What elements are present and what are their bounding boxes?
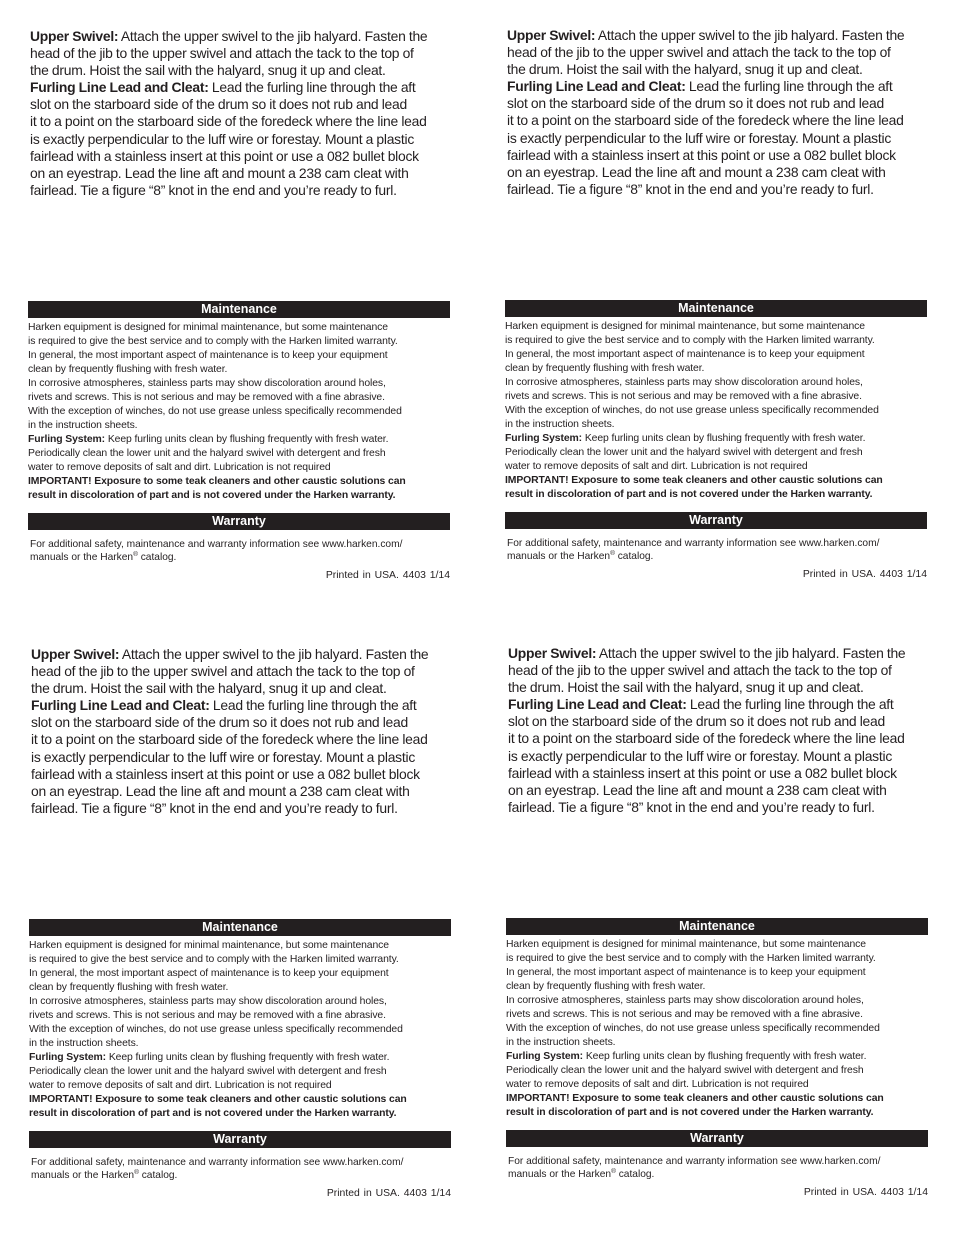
furling-system-line: Furling System: Keep furling units clean by flushing frequently with fresh water.: [29, 1052, 390, 1063]
maintenance-text-line: clean by frequently flushing with fresh water.: [29, 982, 229, 993]
maintenance-text-line: In corrosive atmospheres, stainless parts may show discoloration around holes,: [28, 378, 386, 389]
furling-line-line-7: fairlead. Tie a figure “8” knot in the end and you’re ready to furl.: [507, 180, 874, 197]
furling-system-label: Furling System:: [506, 1051, 584, 1062]
upper-swivel-line-3: the drum. Hoist the sail with the halyard, snug it up and cleat.: [508, 679, 864, 696]
maintenance-header: Maintenance: [29, 919, 451, 936]
furling-system-label: Furling System:: [29, 1052, 107, 1063]
warranty-header: Warranty: [29, 1131, 451, 1148]
registered-mark: ®: [610, 549, 615, 557]
instruction-panel-bottom-right: [506, 645, 928, 1245]
maintenance-text-line: With the exception of winches, do not use grease unless specifically recommended: [29, 1024, 403, 1035]
furling-system-line: Furling System: Keep furling units clean by flushing frequently with fresh water.: [505, 433, 866, 444]
upper-swivel-heading: Upper Swivel:: [508, 645, 597, 661]
registered-mark: ®: [611, 1167, 616, 1175]
furling-line-heading: Furling Line Lead and Cleat:: [507, 78, 686, 95]
maintenance-text-line: In corrosive atmospheres, stainless parts may show discoloration around holes,: [29, 996, 387, 1007]
maintenance-text-line: water to remove deposits of salt and dirt. Lubrication is not required: [506, 1079, 809, 1090]
warranty-body: [507, 538, 927, 563]
important-warning-line: result in discoloration of part and is not covered under the Harken warranty.: [29, 1108, 397, 1119]
maintenance-text-line: Harken equipment is designed for minimal maintenance, but some maintenance: [505, 321, 865, 332]
upper-swivel-line-3: the drum. Hoist the sail with the halyard, snug it up and cleat.: [507, 61, 863, 78]
maintenance-body: [506, 938, 928, 1120]
maintenance-text-line: Harken equipment is designed for minimal maintenance, but some maintenance: [28, 322, 388, 333]
maintenance-text-line: clean by frequently flushing with fresh water.: [506, 981, 706, 992]
maintenance-header: Maintenance: [505, 300, 927, 317]
maintenance-text-line: In general, the most important aspect of maintenance is to keep your equipment: [505, 349, 865, 360]
maintenance-text-line: is required to give the best service and to comply with the Harken limited warranty.: [29, 954, 399, 965]
furling-line-line-4: is exactly perpendicular to the luff wire or forestay. Mount a plastic: [31, 748, 416, 765]
upper-swivel-line-1: Upper Swivel: Attach the upper swivel to the jib halyard. Fasten the: [508, 645, 906, 661]
maintenance-text-line: in the instruction sheets.: [505, 419, 615, 430]
warranty-text-line: For additional safety, maintenance and warranty information see www.harken.com/: [508, 1156, 881, 1167]
furling-system-label: Furling System:: [28, 434, 106, 445]
printed-info: Printed in USA. 4403 1/14: [326, 1188, 451, 1199]
maintenance-text-line: Periodically clean the lower unit and the halyard swivel with detergent and fresh: [506, 1065, 864, 1076]
maintenance-text-line: in the instruction sheets.: [29, 1038, 139, 1049]
maintenance-text-line: clean by frequently flushing with fresh water.: [28, 364, 228, 375]
maintenance-text-line: is required to give the best service and to comply with the Harken limited warranty.: [506, 953, 876, 964]
warranty-text-line: For additional safety, maintenance and warranty information see www.harken.com/: [507, 538, 880, 549]
maintenance-text-line: With the exception of winches, do not use grease unless specifically recommended: [505, 405, 879, 416]
furling-line-line-7: fairlead. Tie a figure “8” knot in the end and you’re ready to furl.: [508, 798, 875, 815]
upper-swivel-line-2: head of the jib to the upper swivel and attach the tack to the top of: [507, 44, 891, 61]
upper-swivel-heading: Upper Swivel:: [507, 27, 596, 43]
maintenance-text-line: In general, the most important aspect of maintenance is to keep your equipment: [29, 968, 389, 979]
furling-line-line-5: fairlead with a stainless insert at this point or use a 082 bullet block: [31, 765, 420, 782]
upper-swivel-line-2: head of the jib to the upper swivel and attach the tack to the top of: [31, 663, 415, 680]
warranty-header: Warranty: [505, 512, 927, 529]
upper-swivel-line-3: the drum. Hoist the sail with the halyard, snug it up and cleat.: [30, 62, 386, 79]
furling-line-line-7: fairlead. Tie a figure “8” knot in the end and you’re ready to furl.: [30, 181, 397, 198]
upper-swivel-heading: Upper Swivel:: [31, 646, 120, 662]
maintenance-body: [29, 939, 451, 1121]
warranty-text-line: manuals or the Harken® catalog.: [508, 1167, 655, 1180]
upper-swivel-line-1: Upper Swivel: Attach the upper swivel to the jib halyard. Fasten the: [30, 28, 428, 44]
warranty-body: [31, 1157, 451, 1182]
furling-line-line-1: Furling Line Lead and Cleat: Lead the furling line through the aft: [508, 696, 894, 713]
important-warning-line: IMPORTANT! Exposure to some teak cleaners and other caustic solutions can: [28, 476, 406, 487]
maintenance-text-line: water to remove deposits of salt and dirt. Lubrication is not required: [29, 1080, 332, 1091]
furling-line-line-3: it to a point on the starboard side of the foredeck where the line lead: [507, 112, 904, 129]
furling-system-line: Furling System: Keep furling units clean by flushing frequently with fresh water.: [28, 434, 389, 445]
maintenance-text-line: rivets and screws. This is not serious and may be removed with a fine abrasive.: [29, 1010, 386, 1021]
maintenance-body: [505, 320, 927, 502]
furling-system-line: Furling System: Keep furling units clean by flushing frequently with fresh water.: [506, 1051, 867, 1062]
warranty-body: [508, 1156, 928, 1181]
registered-mark: ®: [134, 1168, 139, 1176]
maintenance-header: Maintenance: [28, 301, 450, 318]
important-warning-line: result in discoloration of part and is not covered under the Harken warranty.: [506, 1107, 874, 1118]
furling-line-line-4: is exactly perpendicular to the luff wire or forestay. Mount a plastic: [507, 129, 892, 146]
upper-swivel-line-1: Upper Swivel: Attach the upper swivel to the jib halyard. Fasten the: [507, 27, 905, 43]
furling-line-heading: Furling Line Lead and Cleat:: [30, 79, 209, 96]
maintenance-text-line: In general, the most important aspect of maintenance is to keep your equipment: [28, 350, 388, 361]
maintenance-text-line: With the exception of winches, do not use grease unless specifically recommended: [28, 406, 402, 417]
warranty-text-line: manuals or the Harken® catalog.: [30, 550, 177, 563]
warranty-header: Warranty: [506, 1130, 928, 1147]
upper-swivel-section: [30, 28, 450, 199]
maintenance-text-line: rivets and screws. This is not serious and may be removed with a fine abrasive.: [505, 391, 862, 402]
upper-swivel-section: [31, 646, 451, 817]
maintenance-text-line: With the exception of winches, do not use grease unless specifically recommended: [506, 1023, 880, 1034]
maintenance-text-line: rivets and screws. This is not serious and may be removed with a fine abrasive.: [506, 1009, 863, 1020]
instruction-panel-top-right: [505, 27, 927, 627]
maintenance-text-line: is required to give the best service and to comply with the Harken limited warranty.: [28, 336, 398, 347]
upper-swivel-line-1: Upper Swivel: Attach the upper swivel to the jib halyard. Fasten the: [31, 646, 429, 662]
furling-line-line-6: on an eyestrap. Lead the line aft and mount a 238 cam cleat with: [508, 781, 887, 798]
furling-line-line-7: fairlead. Tie a figure “8” knot in the end and you’re ready to furl.: [31, 799, 398, 816]
maintenance-header: Maintenance: [506, 918, 928, 935]
upper-swivel-line-3: the drum. Hoist the sail with the halyard, snug it up and cleat.: [31, 680, 387, 697]
important-warning-line: IMPORTANT! Exposure to some teak cleaners and other caustic solutions can: [29, 1094, 407, 1105]
furling-line-line-5: fairlead with a stainless insert at this point or use a 082 bullet block: [30, 147, 419, 164]
upper-swivel-line-2: head of the jib to the upper swivel and attach the tack to the top of: [30, 45, 414, 62]
instruction-panel-top-left: [28, 28, 450, 628]
furling-line-line-2: slot on the starboard side of the drum so it does not rub and lead: [30, 96, 407, 113]
upper-swivel-section: [508, 645, 928, 816]
printed-info: Printed in USA. 4403 1/14: [803, 1187, 928, 1198]
furling-line-line-3: it to a point on the starboard side of the foredeck where the line lead: [31, 731, 428, 748]
warranty-body: [30, 539, 450, 564]
printed-info: Printed in USA. 4403 1/14: [325, 570, 450, 581]
furling-line-line-5: fairlead with a stainless insert at this point or use a 082 bullet block: [508, 764, 897, 781]
maintenance-text-line: In general, the most important aspect of maintenance is to keep your equipment: [506, 967, 866, 978]
maintenance-text-line: Periodically clean the lower unit and the halyard swivel with detergent and fresh: [28, 448, 386, 459]
important-warning-line: result in discoloration of part and is not covered under the Harken warranty.: [28, 490, 396, 501]
maintenance-text-line: Periodically clean the lower unit and the halyard swivel with detergent and fresh: [29, 1066, 387, 1077]
warranty-text-line: For additional safety, maintenance and warranty information see www.harken.com/: [30, 539, 403, 550]
maintenance-text-line: clean by frequently flushing with fresh water.: [505, 363, 705, 374]
maintenance-text-line: water to remove deposits of salt and dirt. Lubrication is not required: [505, 461, 808, 472]
furling-line-line-1: Furling Line Lead and Cleat: Lead the furling line through the aft: [507, 78, 893, 95]
maintenance-text-line: In corrosive atmospheres, stainless parts may show discoloration around holes,: [506, 995, 864, 1006]
furling-line-line-3: it to a point on the starboard side of the foredeck where the line lead: [30, 113, 427, 130]
furling-line-heading: Furling Line Lead and Cleat:: [508, 696, 687, 713]
maintenance-text-line: In corrosive atmospheres, stainless parts may show discoloration around holes,: [505, 377, 863, 388]
furling-line-line-1: Furling Line Lead and Cleat: Lead the furling line through the aft: [30, 79, 416, 96]
warranty-text-line: For additional safety, maintenance and warranty information see www.harken.com/: [31, 1157, 404, 1168]
instruction-panel-bottom-left: [29, 646, 451, 1246]
registered-mark: ®: [133, 550, 138, 558]
furling-line-line-2: slot on the starboard side of the drum so it does not rub and lead: [507, 95, 884, 112]
maintenance-text-line: Harken equipment is designed for minimal maintenance, but some maintenance: [29, 940, 389, 951]
maintenance-text-line: Harken equipment is designed for minimal maintenance, but some maintenance: [506, 939, 866, 950]
furling-line-line-4: is exactly perpendicular to the luff wire or forestay. Mount a plastic: [508, 747, 893, 764]
important-warning-line: result in discoloration of part and is not covered under the Harken warranty.: [505, 489, 873, 500]
maintenance-text-line: in the instruction sheets.: [506, 1037, 616, 1048]
upper-swivel-line-2: head of the jib to the upper swivel and attach the tack to the top of: [508, 662, 892, 679]
furling-line-line-3: it to a point on the starboard side of the foredeck where the line lead: [508, 730, 905, 747]
furling-system-label: Furling System:: [505, 433, 583, 444]
furling-line-line-2: slot on the starboard side of the drum so it does not rub and lead: [508, 713, 885, 730]
warranty-text-line: manuals or the Harken® catalog.: [31, 1168, 178, 1181]
furling-line-line-2: slot on the starboard side of the drum so it does not rub and lead: [31, 714, 408, 731]
furling-line-line-6: on an eyestrap. Lead the line aft and mount a 238 cam cleat with: [30, 164, 409, 181]
maintenance-text-line: Periodically clean the lower unit and the halyard swivel with detergent and fresh: [505, 447, 863, 458]
maintenance-body: [28, 321, 450, 503]
important-warning-line: IMPORTANT! Exposure to some teak cleaners and other caustic solutions can: [506, 1093, 884, 1104]
furling-line-line-4: is exactly perpendicular to the luff wire or forestay. Mount a plastic: [30, 130, 415, 147]
furling-line-line-5: fairlead with a stainless insert at this point or use a 082 bullet block: [507, 146, 896, 163]
important-warning-line: IMPORTANT! Exposure to some teak cleaners and other caustic solutions can: [505, 475, 883, 486]
furling-line-line-1: Furling Line Lead and Cleat: Lead the furling line through the aft: [31, 697, 417, 714]
furling-line-line-6: on an eyestrap. Lead the line aft and mount a 238 cam cleat with: [507, 163, 886, 180]
maintenance-text-line: water to remove deposits of salt and dirt. Lubrication is not required: [28, 462, 331, 473]
maintenance-text-line: in the instruction sheets.: [28, 420, 138, 431]
warranty-text-line: manuals or the Harken® catalog.: [507, 549, 654, 562]
warranty-header: Warranty: [28, 513, 450, 530]
upper-swivel-heading: Upper Swivel:: [30, 28, 119, 44]
furling-line-heading: Furling Line Lead and Cleat:: [31, 697, 210, 714]
upper-swivel-section: [507, 27, 927, 198]
maintenance-text-line: rivets and screws. This is not serious and may be removed with a fine abrasive.: [28, 392, 385, 403]
maintenance-text-line: is required to give the best service and to comply with the Harken limited warranty.: [505, 335, 875, 346]
furling-line-line-6: on an eyestrap. Lead the line aft and mount a 238 cam cleat with: [31, 782, 410, 799]
printed-info: Printed in USA. 4403 1/14: [802, 569, 927, 580]
